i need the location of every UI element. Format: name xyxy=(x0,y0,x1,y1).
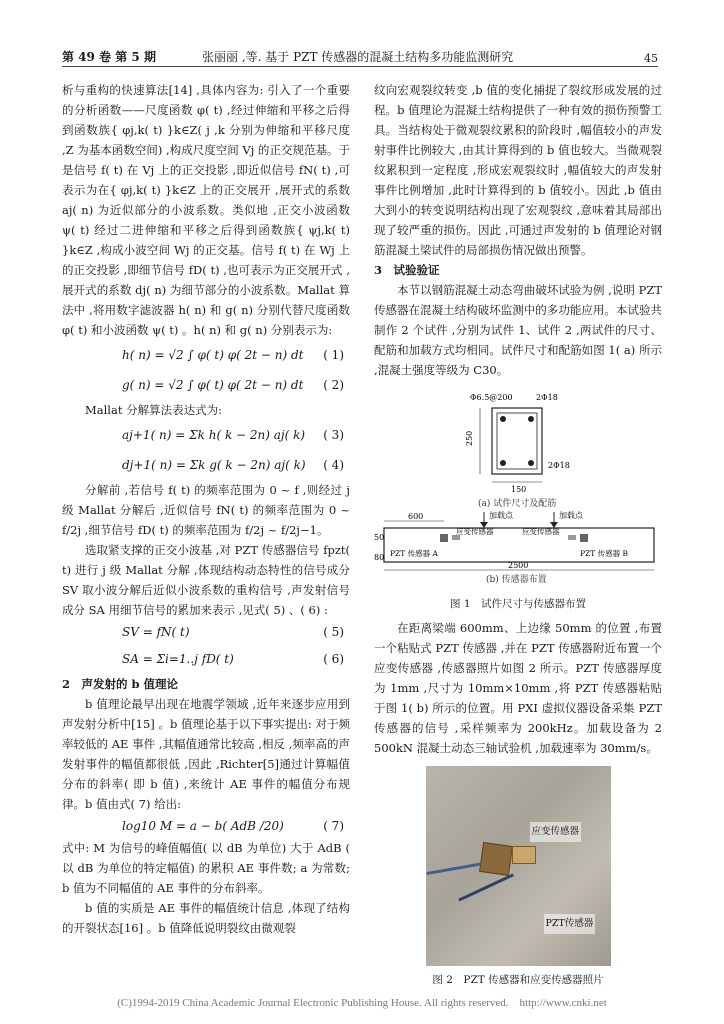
page-number: 45 xyxy=(644,52,658,65)
paragraph-sensor-placement: 在距离梁端 600mm、上边缘 50mm 的位置 ,布置一个粘贴式 PZT 传感器 ,并在 PZT 传感器附近布置一个应变传感器 ,传感器照片如图 2 所示。PZT 传感器厚度为 1mm ,尺寸为 10mm×10mm ,将 PZT 传感器粘贴于图 1( b) 所示的位置。用 PXI 虚拟仪器设备采集 PZT 传感器的信号 ,采样频率为 200kHz。加载设备为 2 500kN 混凝土动态三轴试验机 ,加载速率为 30mm/s。 xyxy=(374,621,662,755)
equation-4-number: ( 4) xyxy=(323,458,344,472)
left-column xyxy=(62,80,350,938)
top-rebar-right xyxy=(528,416,534,422)
equation-7-number: ( 7) xyxy=(323,819,344,833)
paragraph-wavelet: 析与重构的快速算法[14] ,具体内容为: 引入了一个重要的分析函数——尺度函数 φ( t) ,经过伸缩和平移之后得到函数族{ φj,k( t) }k∈Z( j ,k 分别为伸缩和平移尺度 ,Z 为基本函数空间) ,构成尺度空间 Vj 的正交规范基。于是信号 f( t) 在 Vj 上的正交投影 ,即近似信号 fN( t) ,可表示为在{ φj,k( t) }k∈Z 上的正交展开 ,展开式的系数 aj( n) 为近似部分的小波系数。类似地 ,正交小波函数 ψ( t) 经过二进伸缩和平移之后得到函数族{ ψj,k( t) }k∈Z ,构成小波空间 Wj 的正交基。信号 f( t) 在 Wj 上的正交投影 ,即细节信号 fD( t) ,也可表示为正交展开式 ,展开式的系数 dj( n) 为细节部分的小波系数。Mallat 算法中 ,将用数字滤波器 h( n) 和 g( n) 分别代替尺度函数 φ( t) 和小波函数 ψ( t) 。h( n) 和 g( n) 分别表示为: xyxy=(62,83,350,337)
bottom-rebar-left xyxy=(500,460,506,466)
figure-1-drawing xyxy=(374,388,662,584)
equation-2-number: ( 2) xyxy=(323,378,344,392)
equation-5-number: ( 5) xyxy=(323,625,344,639)
pzt-a-label: PZT 传感器 A xyxy=(390,549,438,558)
equation-2-body: g( n) = √2 ∫ φ( t) φ( 2t − n) dt xyxy=(122,378,304,392)
dim-2500-label: 2500 xyxy=(508,561,529,570)
equation-6-body: SA = Σi=1..j fD( t) xyxy=(122,652,234,666)
sensor-photo xyxy=(426,766,611,966)
dim-50-label: 50 xyxy=(374,533,385,542)
bottom-rebar-label: 2Φ18 xyxy=(548,461,570,470)
copyright-footer: (C)1994-2019 China Academic Journal Electronic Publishing House. All rights reserved. http://www.cnki.net xyxy=(117,997,607,1009)
equation-4 xyxy=(62,450,350,480)
strain-gauge xyxy=(479,842,513,876)
width-label: 150 xyxy=(511,485,527,494)
equation-3-body: aj+1( n) = Σk h( k − 2n) aj( k) xyxy=(122,428,306,442)
paragraph-experiment: 本节以钢筋混凝土动态弯曲破坏试验为例 ,说明 PZT 传感器在混凝土结构破坏监测中的多功能应用。本试验共制作 2 个试件 ,分别为试件 1、试件 2 ,两试件的尺寸、配筋和加载方式均相同。试件尺寸和配筋如图 1( a) 所示 ,混凝土强度等级为 C30。 xyxy=(374,283,662,377)
strain-sensor-label-b: 应变传感器 xyxy=(522,527,560,536)
equation-6 xyxy=(62,644,350,674)
equation-5 xyxy=(62,620,350,644)
pzt-b-label: PZT 传感器 B xyxy=(580,549,629,558)
pzt-sensor-a-mark xyxy=(440,534,448,542)
paragraph-frequency: 分解前 ,若信号 f( t) 的频率范围为 0 ~ f ,则经过 j 级 Mallat 分解后 ,近似信号 fN( t) 的频率范围为 0 ~ f/2j ,细节信号 fD( t) 的频率范围为 f/2j ~ f/2j−1。 xyxy=(62,483,350,537)
photo-label-strain: 应变传感器 xyxy=(530,822,582,842)
paragraph-definitions: 式中: M 为信号的峰值幅值( 以 dB 为单位) 大于 AdB ( 以 dB 为单位的特定幅值) 的累积 AE 事件数; a 为常数; b 值为不同幅值的 AE 事件的分布斜率。 xyxy=(62,841,350,895)
equation-7-body: log10 M = a − b( AdB /20) xyxy=(122,819,284,833)
strain-sensor-label-a: 应变传感器 xyxy=(456,527,494,536)
journal-volume: 第 49 卷 第 5 期 xyxy=(62,50,156,64)
equation-1-body: h( n) = √2 ∫ φ( t) φ( 2t − n) dt xyxy=(122,348,304,362)
equation-3-number: ( 3) xyxy=(323,428,344,442)
stirrup-label: Φ6.5@200 xyxy=(470,393,513,402)
subcaption-a: (a) 试件尺寸及配筋 xyxy=(478,499,557,509)
load-point-1-label: 加载点 xyxy=(489,511,513,520)
bottom-rebar-right xyxy=(528,460,534,466)
equation-2 xyxy=(62,370,350,400)
paragraph-b-essence: b 值的实质是 AE 事件的幅值统计信息 ,体现了结构的开裂状态[16] 。b 值降低说明裂纹由微观裂 xyxy=(62,901,350,935)
right-column xyxy=(374,80,662,994)
cable-2 xyxy=(458,873,514,901)
top-rebar-left xyxy=(500,416,506,422)
equation-3 xyxy=(62,420,350,450)
paragraph-mallat: Mallat 分解算法表达式为: xyxy=(85,403,222,417)
pzt-sensor-b-mark xyxy=(580,534,588,542)
dim-600-label: 600 xyxy=(408,512,424,521)
paragraph-b-value: b 值理论最早出现在地震学领域 ,近年来逐步应用到声发射分析中[15] 。b 值理论基于以下事实提出: 对于频率较低的 AE 事件 ,其幅值通常比较高 ,相反 ,频率高的声发射事件的幅值都很低 ,因此 ,Richter[5]通过计算幅值分布的斜率( 即 b 值) ,来统计 AE 事件的幅值分布规律。b 值由式( 7) 给出: xyxy=(62,697,350,811)
page-header xyxy=(62,40,658,67)
equation-6-number: ( 6) xyxy=(323,652,344,666)
equation-7 xyxy=(62,814,350,838)
equation-5-body: SV = fN( t) xyxy=(122,625,190,639)
section-3-heading: 3 试验验证 xyxy=(374,263,440,277)
beam-cross-section xyxy=(492,408,542,474)
strain-gauge-b-mark xyxy=(568,535,576,540)
subcaption-b: (b) 传感器布置 xyxy=(486,575,547,584)
section-2-heading: 2 声发射的 b 值理论 xyxy=(62,677,179,691)
equation-1 xyxy=(62,340,350,370)
equation-1-number: ( 1) xyxy=(323,348,344,362)
photo-label-pzt: PZT传感器 xyxy=(544,914,596,934)
equation-4-body: dj+1( n) = Σk g( k − 2n) aj( k) xyxy=(122,458,306,472)
paragraph-crack: 纹向宏观裂纹转变 ,b 值的变化捕捉了裂纹形成发展的过程。b 值理论为混凝土结构提供了一种有效的损伤预警工具。当结构处于微观裂纹累积的阶段时 ,幅值较小的声发射事件比例较大 ,由其计算得到的 b 值也较大。当微观裂纹累积到一定程度 ,形成宏观裂纹时 ,幅值较大的声发射事件比例增加 ,此时计算得到的 b 值较小。因此 ,b 值由大到小的转变说明结构出现了宏观裂纹 ,意味着其局部出现了较严重的损伤。因此 ,可通过声发射的 b 值理论对钢筋混凝土梁试件的局部损伤情况做出预警。 xyxy=(374,83,662,257)
pzt-sensor xyxy=(512,846,536,864)
height-label: 250 xyxy=(465,430,474,446)
figure-2 xyxy=(374,766,662,990)
load-point-2-label: 加载点 xyxy=(559,511,583,520)
figure-2-caption: 图 2 PZT 传感器和应变传感器照片 xyxy=(432,974,604,986)
dim-80-label: 80 xyxy=(374,553,385,562)
figure-1 xyxy=(374,388,662,614)
running-title: 张丽丽 ,等. 基于 PZT 传感器的混凝土结构多功能监测研究 xyxy=(202,50,514,64)
figure-1-caption: 图 1 试件尺寸与传感器布置 xyxy=(449,598,587,610)
top-rebar-label: 2Φ18 xyxy=(536,393,558,402)
paragraph-decomposition: 选取紧支撑的正交小波基 ,对 PZT 传感器信号 fpzt( t) 进行 j 级 Mallat 分解 ,体现结构动态特性的信号成分 SV 取小波分解后近似小波系数的重构信号 ,声发射信号成分 SA 用细节信号的累加来表示 ,见式( 5) 、( 6) : xyxy=(62,543,350,617)
